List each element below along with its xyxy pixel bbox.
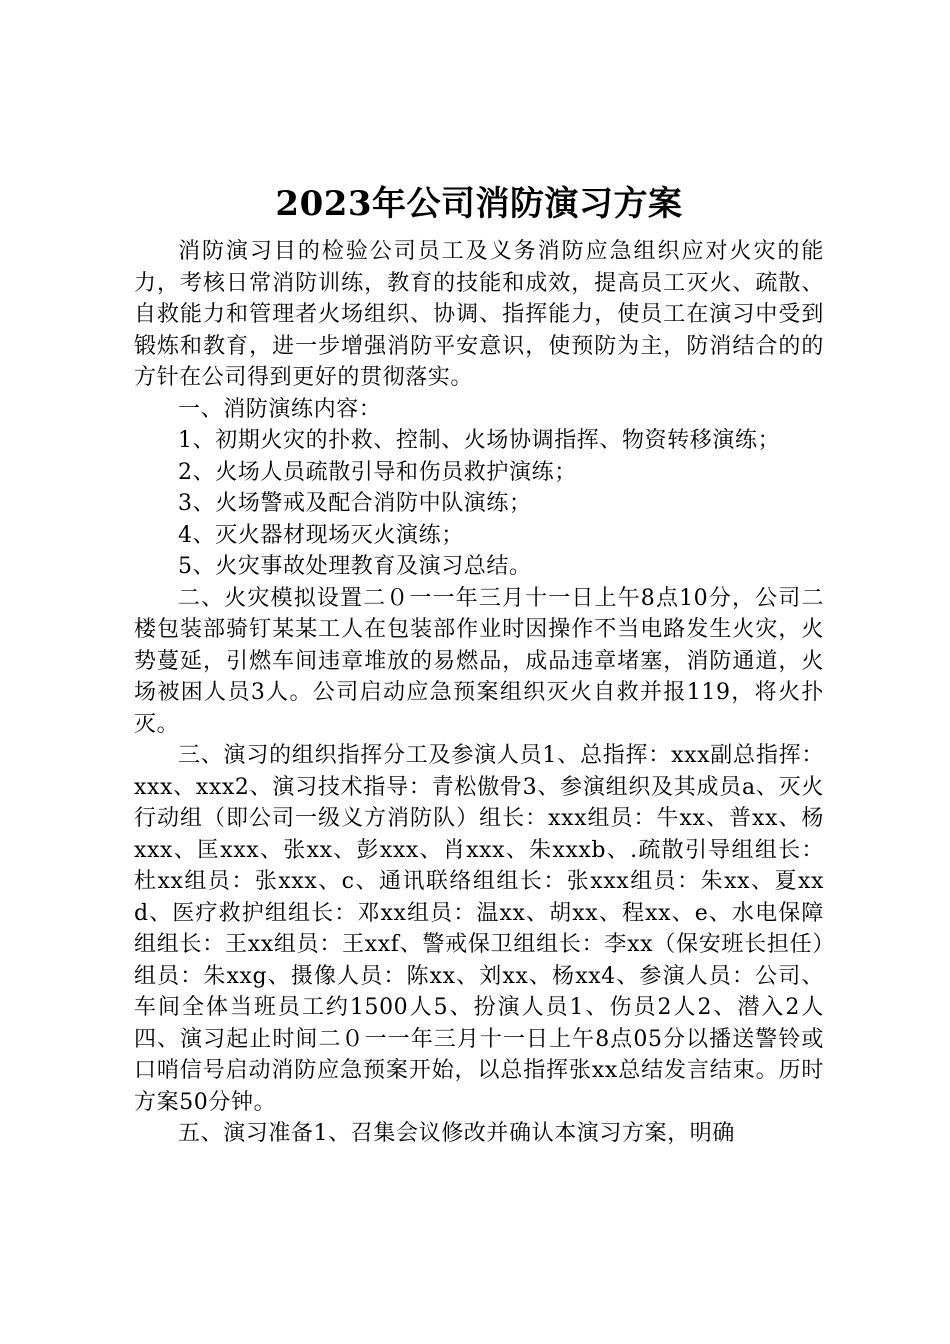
paragraph-section-2: 二、火灾模拟设置二０一一年三月十一日上午8点10分，公司二楼包装部骑钉某某工人在包装部作业时因操作不当电路发生火灾，火势蔓延，引燃车间违章堆放的易燃品，成品违章堵塞，消防通道，火场被困人员3人。公司启动应急预案组织灭火自救并报119，将火扑灭。	[134, 585, 824, 737]
document-page	[134, 178, 824, 1150]
document-title: 2023年公司消防演习方案	[275, 184, 683, 224]
paragraph-item-5: 5、火灾事故处理教育及演习总结。	[178, 554, 532, 579]
paragraph-item-2: 2、火场人员疏散引导和伤员救护演练；	[178, 459, 577, 485]
paragraph-purpose: 消防演习目的检验公司员工及义务消防应急组织应对火灾的能力，考核日常消防训练，教育的技能和成效，提高员工灭火、疏散、自救能力和管理者火场组织、协调、指挥能力，使员工在演习中受到锻炼和教育，进一步增强消防平安意识，使预防为主，防消结合的的方针在公司得到更好的贯彻落实。	[134, 239, 824, 390]
paragraph-item-1: 1、初期火灾的扑救、控制、火场协调指挥、物资转移演练；	[178, 428, 781, 453]
paragraph-section-5: 五、演习准备1、召集会议修改并确认本演习方案，明确	[178, 1121, 735, 1146]
paragraph-section-3: 三、演习的组织指挥分工及参演人员1、总指挥：xxx副总指挥：xxx、xxx2、演习技术指导：青松傲骨3、参演组织及其成员a、灭火行动组（即公司一级义方消防队）组长：xxx组员：牛xx、普xx、杨xxx、匡xxx、张xx、彭xxx、肖xxx、朱xxxb、.疏散引导组组长：杜xx组员：张xxx、c、通讯联络组组长：张xxx组员：朱xx、夏xxd、医疗救护组组长：邓xx组员：温xx、胡xx、程xx、e、水电保障组组长：王xx组员：王xxf、警戒保卫组组长：李xx（保安班长担任）组员：朱xxg、摄像人员：陈xx、刘xx、杨xx4、参演人员：公司、车间全体当班员工约1500人5、扮演人员1、伤员2人2、潜入2人四、演习起止时间二０一一年三月十一日上午8点05分以播送警铃或口哨信号启动消防应急预案开始，以总指挥张xx总结发言结束。历时方案50分钟。	[134, 743, 824, 1115]
paragraph-item-4: 4、灭火器材现场灭火演练；	[178, 522, 464, 548]
paragraph-item-3: 3、火场警戒及配合消防中队演练；	[178, 491, 532, 516]
paragraph-section-1-heading: 一、消防演练内容：	[178, 396, 382, 422]
